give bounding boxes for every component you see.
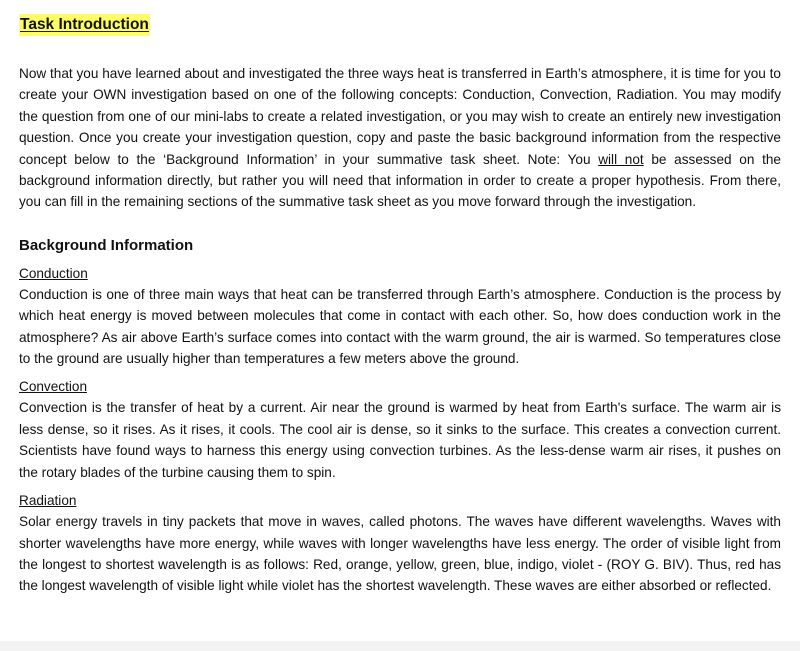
radiation-paragraph: Solar energy travels in tiny packets that move in waves, called photons. The waves have different wavelengths. Waves with shorter wavelengths have more energy, while waves with longer wavelengths have less energy. The order of visible light from the longest to shortest wavelength is as follows: Red, orange, yellow, green, blue, indigo, violet - (ROY G. BIV). Thus, red has the longest wavelength of visible light while violet has the shortest wavelength. These waves are either absorbed or reflected.	[19, 514, 781, 594]
conduction-heading: Conduction	[19, 265, 88, 281]
convection-heading: Convection	[19, 379, 88, 395]
conduction-section	[19, 263, 781, 370]
radiation-heading: Radiation	[19, 493, 77, 509]
convection-paragraph: Convection is the transfer of heat by a current. Air near the ground is warmed by heat from Earth's surface. The warm air is less dense, so it rises. As it rises, it cools. The cool air is dense, so it sinks to the surface. This creates a convection current. Scientists have found ways to harness this energy using convection turbines. As the less-dense warm air rises, it pushes on the rotary blades of the turbine causing them to spin.	[19, 400, 781, 480]
conduction-paragraph: Conduction is one of three main ways that heat can be transferred through Earth’s atmosphere. Conduction is the process by which heat energy is moved between molecules that come in contact with each other. So, how does conduction work in the atmosphere? As air above Earth’s surface comes into contact with the warm ground, the air is warmed. So temperatures close to the ground are usually higher than temperatures a few meters above the ground.	[19, 286, 781, 367]
intro-text-part1: Now that you have learned about and investigated the three ways heat is transferred in Earth’s atmosphere, it is time for you to create your OWN investigation based on one of the following concepts: Conduction, Convection, Radiation. You may modify the question from one of our mini-labs to create a related investigation, or you may wish to create an entirely new investigation question. Once you create your investigation question, copy and paste the basic background information from the respective concept below to the ‘Background Information’ in your summative task sheet. Note: You	[19, 66, 781, 167]
intro-emphasis-will-not: will not	[598, 151, 644, 167]
task-introduction-heading: Task Introduction	[19, 14, 150, 36]
radiation-section	[19, 490, 781, 597]
intro-text-part2: be assessed on the background information directly, but rather you will need that information in order to create a proper hypothesis. From there, you can fill in the remaining sections of the summative task sheet as you move forward through the investigation.	[19, 151, 781, 210]
background-information-heading: Background Information	[19, 236, 194, 254]
task-introduction-paragraph	[19, 63, 781, 213]
convection-section	[19, 376, 781, 483]
bottom-strip	[0, 641, 800, 651]
